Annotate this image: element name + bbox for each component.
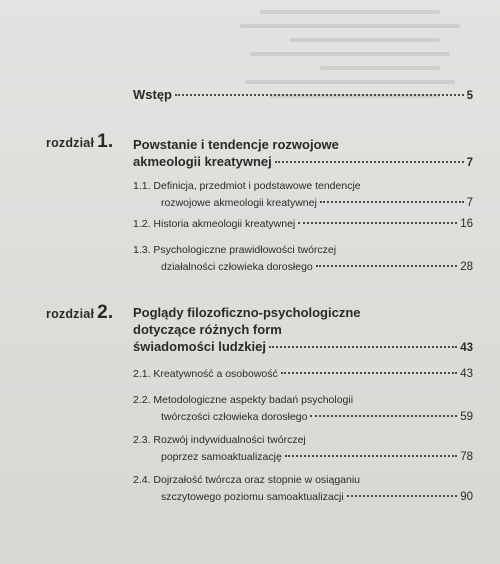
section-title-line: 1.1. Definicja, przedmiot i podstawowe tendencje bbox=[133, 180, 361, 192]
section-title-line: poprzez samoaktualizację bbox=[161, 451, 282, 463]
section-title-line: 2.3. Rozwój indywidualności twórczej bbox=[133, 434, 306, 446]
dot-leader bbox=[269, 346, 457, 348]
chapter-title-line: Powstanie i tendencje rozwojowe bbox=[133, 137, 339, 152]
section-title-line: 1.3. Psychologiczne prawidłowości twórczej bbox=[133, 244, 337, 256]
section-title-line: rozwojowe akmeologii kreatywnej bbox=[161, 197, 317, 209]
section-2-4[interactable] bbox=[133, 472, 473, 506]
section-page: 43 bbox=[460, 368, 473, 380]
section-title-line: 2.4. Dojrzałość twórcza oraz stopnie w osiąganiu bbox=[133, 474, 361, 486]
dot-leader bbox=[316, 265, 457, 267]
dot-leader bbox=[298, 222, 457, 224]
section-page: 78 bbox=[460, 451, 473, 463]
section-title-line: działalności człowieka dorosłego bbox=[161, 261, 313, 273]
dot-leader bbox=[347, 495, 458, 497]
chapter-title-line: akmeologii kreatywnej bbox=[133, 154, 272, 169]
bleed-through-text bbox=[230, 0, 500, 120]
section-title-line: twórczości człowieka dorosłego bbox=[161, 411, 308, 423]
chapter-number: 1. bbox=[97, 131, 114, 152]
dot-leader bbox=[310, 415, 457, 417]
chapter-2-title[interactable] bbox=[133, 304, 473, 357]
intro-page: 5 bbox=[466, 90, 473, 102]
chapter-1-title[interactable] bbox=[133, 136, 473, 172]
chapter-word: rozdział bbox=[46, 136, 95, 150]
toc-entry-intro[interactable] bbox=[133, 87, 473, 102]
intro-title: Wstęp bbox=[133, 87, 172, 102]
section-page: 16 bbox=[460, 218, 473, 230]
section-2-1[interactable] bbox=[133, 366, 473, 383]
chapter-page: 43 bbox=[460, 342, 473, 354]
chapter-1-label bbox=[46, 131, 113, 153]
dot-leader bbox=[320, 201, 464, 203]
section-1-1[interactable] bbox=[133, 178, 473, 212]
chapter-title-line: Poglądy filozoficzno-psychologiczne bbox=[133, 305, 361, 320]
section-page: 59 bbox=[460, 411, 473, 423]
section-title-line: 1.2. Historia akmeologii kreatywnej bbox=[133, 218, 296, 230]
section-page: 90 bbox=[460, 491, 473, 503]
section-title-line: 2.2. Metodologiczne aspekty badań psychologii bbox=[133, 394, 354, 406]
chapter-number: 2. bbox=[97, 302, 114, 323]
dot-leader bbox=[281, 372, 457, 374]
chapter-2-label bbox=[46, 302, 113, 324]
chapter-word: rozdział bbox=[46, 307, 95, 321]
section-title-line: 2.1. Kreatywność a osobowość bbox=[133, 368, 278, 380]
section-1-2[interactable] bbox=[133, 216, 473, 233]
section-2-2[interactable] bbox=[133, 392, 473, 426]
dot-leader bbox=[275, 161, 464, 163]
chapter-title-line: świadomości ludzkiej bbox=[133, 339, 266, 354]
section-1-3[interactable] bbox=[133, 242, 473, 276]
section-2-3[interactable] bbox=[133, 432, 473, 466]
chapter-page: 7 bbox=[466, 157, 473, 169]
dot-leader bbox=[285, 455, 457, 457]
section-page: 7 bbox=[466, 197, 473, 209]
chapter-title-line: dotyczące różnych form bbox=[133, 322, 282, 337]
section-page: 28 bbox=[460, 261, 473, 273]
dot-leader bbox=[175, 94, 464, 96]
section-title-line: szczytowego poziomu samoaktualizacji bbox=[161, 491, 344, 503]
